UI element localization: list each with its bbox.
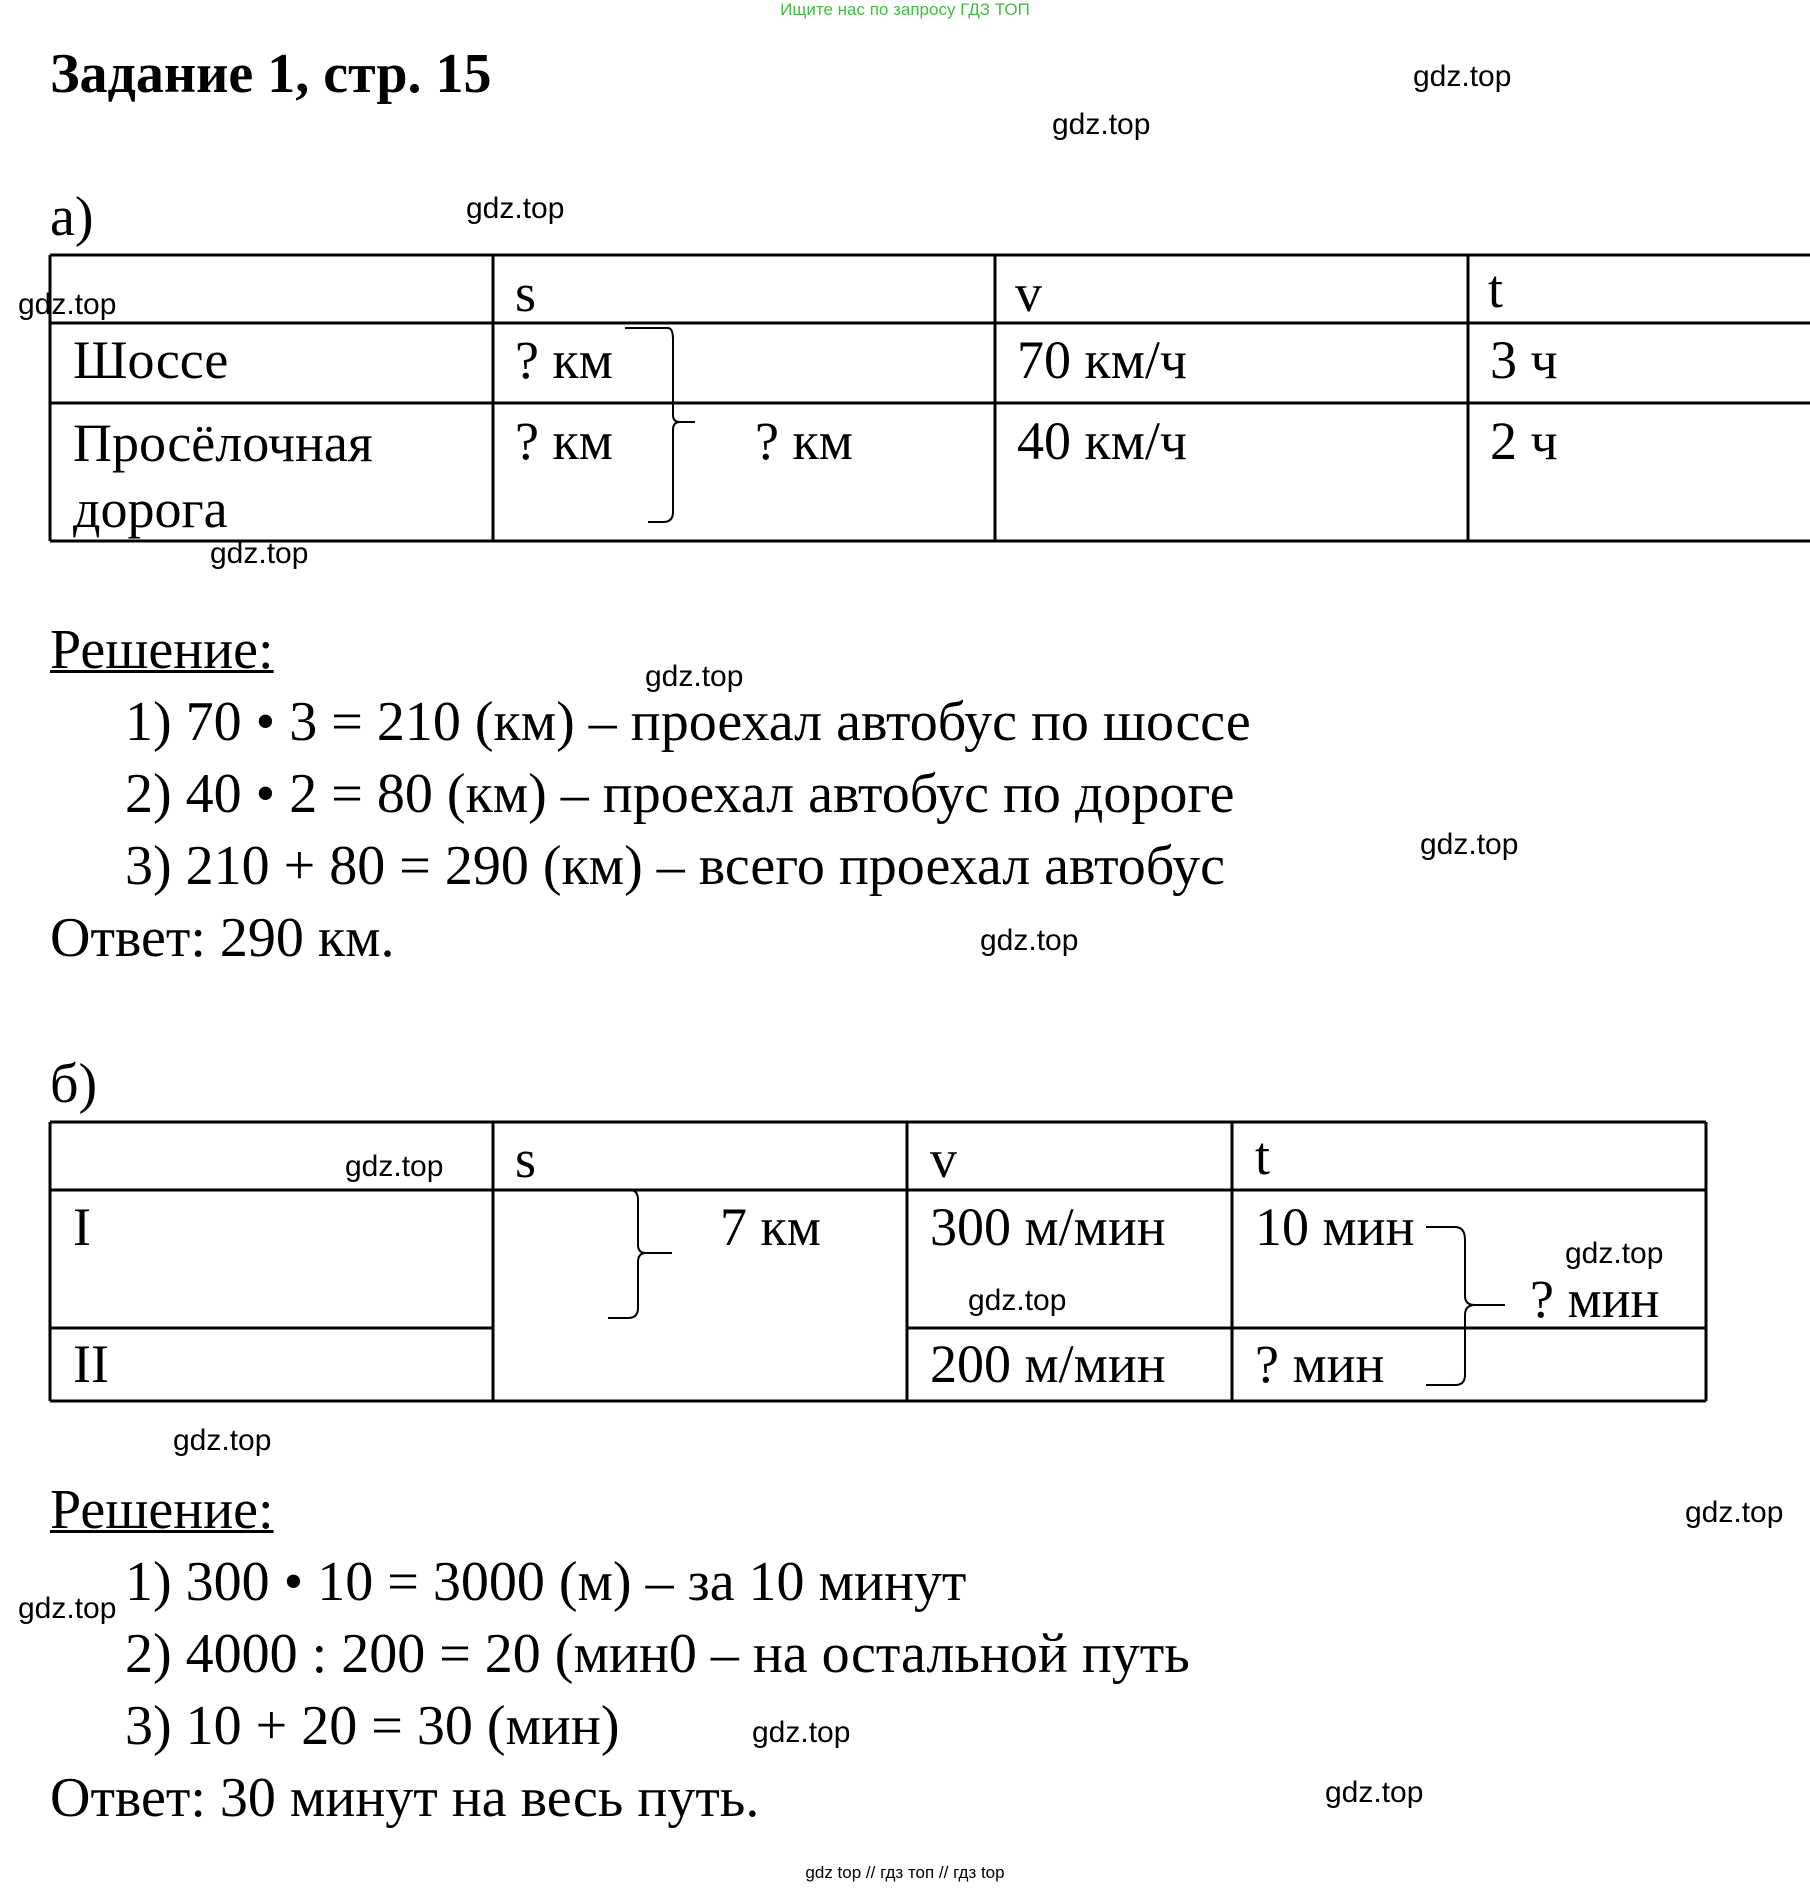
watermark: gdz.top [968,1284,1067,1317]
watermark: gdz.top [1420,828,1519,861]
header-note: Ищите нас по запросу ГДЗ ТОП [780,0,1030,19]
watermark: gdz.top [1413,60,1512,93]
table-b-row1-v: 300 м/мин [930,1197,1166,1257]
table-b-header-s: s [515,1129,537,1189]
table-b-row1-name: I [73,1197,91,1257]
table-a-row1-s: ? км [515,330,613,390]
watermark: gdz.top [752,1716,851,1749]
part-b-step-2: 2) 4000 : 200 = 20 (мин0 – на остальной путь [125,1623,1190,1685]
table-a-header-t: t [1488,259,1504,319]
part-a-step-3: 3) 210 + 80 = 290 (км) – всего проехал автобус [125,835,1226,897]
watermark: gdz.top [18,288,117,321]
watermark: gdz.top [1052,108,1151,141]
table-b-distance-label: 7 км [720,1197,821,1257]
watermark: gdz.top [645,660,744,693]
table-a-header-v: v [1015,263,1042,323]
part-b-step-3: 3) 10 + 20 = 30 (мин) [125,1695,620,1757]
table-a-row2-s: ? км [515,411,613,471]
part-a-step-1: 1) 70 • 3 = 210 (км) – проехал автобус по шоссе [125,691,1251,753]
part-b-solution-heading: Решение: [50,1479,274,1541]
table-b-row2-v: 200 м/мин [930,1334,1166,1394]
table-a-header-s: s [515,263,537,323]
watermark: gdz.top [1325,1776,1424,1809]
part-b-step-1: 1) 300 • 10 = 3000 (м) – за 10 минут [125,1551,967,1613]
watermark: gdz.top [1565,1237,1664,1270]
watermark: gdz.top [173,1424,272,1457]
table-a-row2-v: 40 км/ч [1017,411,1188,471]
table-b-time-label: ? мин [1530,1269,1660,1329]
table-a-row1-name: Шоссе [73,330,229,390]
part-b-label: б) [50,1053,98,1115]
part-a-answer: Ответ: 290 км. [50,907,395,969]
part-a-label: а) [50,186,94,248]
table-a-row1-v: 70 км/ч [1017,330,1188,390]
table-b-row1-t: 10 мин [1255,1197,1415,1257]
watermark: gdz.top [1685,1496,1784,1529]
part-b-answer: Ответ: 30 минут на весь путь. [50,1767,760,1829]
watermark: gdz.top [980,924,1079,957]
watermark: gdz.top [345,1150,444,1183]
page-title: Задание 1, стр. 15 [50,43,492,105]
table-a-row2-name: Просёлочная дорога [73,413,373,539]
part-a-step-2: 2) 40 • 2 = 80 (км) – проехал автобус по дороге [125,763,1235,825]
table-a-brace-label: ? км [755,411,853,471]
table-b-header-t: t [1255,1126,1271,1186]
watermark: gdz.top [210,537,309,570]
table-b-row2-t: ? мин [1255,1334,1385,1394]
table-a-row1-t: 3 ч [1490,330,1558,390]
watermark: gdz.top [466,192,565,225]
table-b-header-v: v [930,1129,957,1189]
table-a-row2-t: 2 ч [1490,411,1558,471]
footer-note: gdz top // гдз топ // гдз top [805,1863,1005,1882]
brace-a [625,328,695,522]
table-b-row2-name: II [73,1334,109,1394]
brace-b-time [1426,1227,1505,1385]
part-a-solution-heading: Решение: [50,619,274,681]
watermark: gdz.top [18,1592,117,1625]
brace-b-distance [608,1190,672,1318]
